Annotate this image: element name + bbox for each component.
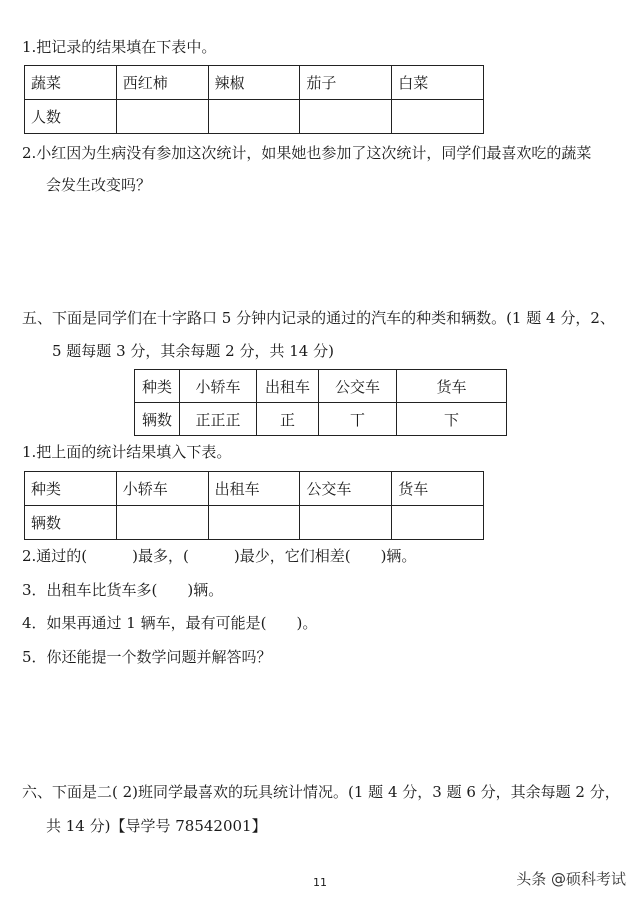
table-row: [135, 403, 507, 436]
answer-cell[interactable]: [300, 100, 392, 134]
table-cell: 货车: [397, 370, 507, 403]
tally-mark: 正: [257, 403, 319, 436]
answer-cell[interactable]: [392, 100, 484, 134]
table-cell: 出租车: [208, 472, 300, 506]
q2-line1: 2.小红因为生病没有参加这次统计，如果她也参加了这次统计，同学们最喜欢吃的蔬菜: [22, 144, 592, 162]
q2-line2: 会发生改变吗？: [46, 176, 152, 194]
s5-q1-text: 1.把上面的统计结果填入下表。: [22, 443, 232, 461]
table-cell: 小轿车: [180, 370, 257, 403]
tally-mark: 丅: [319, 403, 397, 436]
table-cell: 公交车: [300, 472, 392, 506]
s5-q2-text: 2.通过的( )最多，( )最少，它们相差( )辆。: [22, 547, 417, 565]
table-cell: 货车: [392, 472, 484, 506]
table-row: [135, 370, 507, 403]
answer-cell[interactable]: [392, 506, 484, 540]
answer-cell[interactable]: [208, 100, 300, 134]
table-cell: 茄子: [300, 66, 392, 100]
answer-cell[interactable]: [116, 100, 208, 134]
table-cell: 种类: [25, 472, 117, 506]
s5-q3-text: 3．出租车比货车多( )辆。: [22, 581, 224, 599]
q1-text: 1.把记录的结果填在下表中。: [22, 38, 217, 56]
section5-heading-line1: 五、下面是同学们在十字路口 5 分钟内记录的通过的汽车的种类和辆数。(1 题 4 分，2、: [22, 309, 615, 327]
table-cell: 辣椒: [208, 66, 300, 100]
table-row: [25, 506, 484, 540]
table-cell: 白菜: [392, 66, 484, 100]
table-cell: 辆数: [135, 403, 180, 436]
table-cell: 蔬菜: [25, 66, 117, 100]
section5-heading-line2: 5 题每题 3 分，其余每题 2 分，共 14 分): [52, 342, 334, 360]
s5-q4-text: 4．如果再通过 1 辆车，最有可能是( )。: [22, 614, 318, 632]
table-cell: 出租车: [257, 370, 319, 403]
s5-q5-text: 5．你还能提一个数学问题并解答吗？: [22, 648, 272, 666]
vehicle-count-table: [24, 471, 484, 540]
table-cell: 人数: [25, 100, 117, 134]
tally-mark: 正正正: [180, 403, 257, 436]
answer-cell[interactable]: [208, 506, 300, 540]
answer-cell[interactable]: [116, 506, 208, 540]
section6-heading-line1: 六、下面是二( 2)班同学最喜欢的玩具统计情况。(1 题 4 分，3 题 6 分，其余每题 2 分，: [22, 783, 620, 801]
table-cell: 小轿车: [116, 472, 208, 506]
vegetable-table: [24, 65, 484, 134]
answer-cell[interactable]: [300, 506, 392, 540]
tally-mark: 下: [397, 403, 507, 436]
page-number: 11: [313, 876, 327, 889]
watermark: 头条 @硕科考试: [516, 870, 626, 888]
table-cell: 种类: [135, 370, 180, 403]
tally-table: [134, 369, 507, 436]
table-cell: 辆数: [25, 506, 117, 540]
table-cell: 公交车: [319, 370, 397, 403]
table-cell: 西红柿: [116, 66, 208, 100]
table-row: [25, 472, 484, 506]
table-row: [25, 100, 484, 134]
table-row: [25, 66, 484, 100]
section6-heading-line2: 共 14 分)【导学号 78542001】: [46, 817, 267, 835]
